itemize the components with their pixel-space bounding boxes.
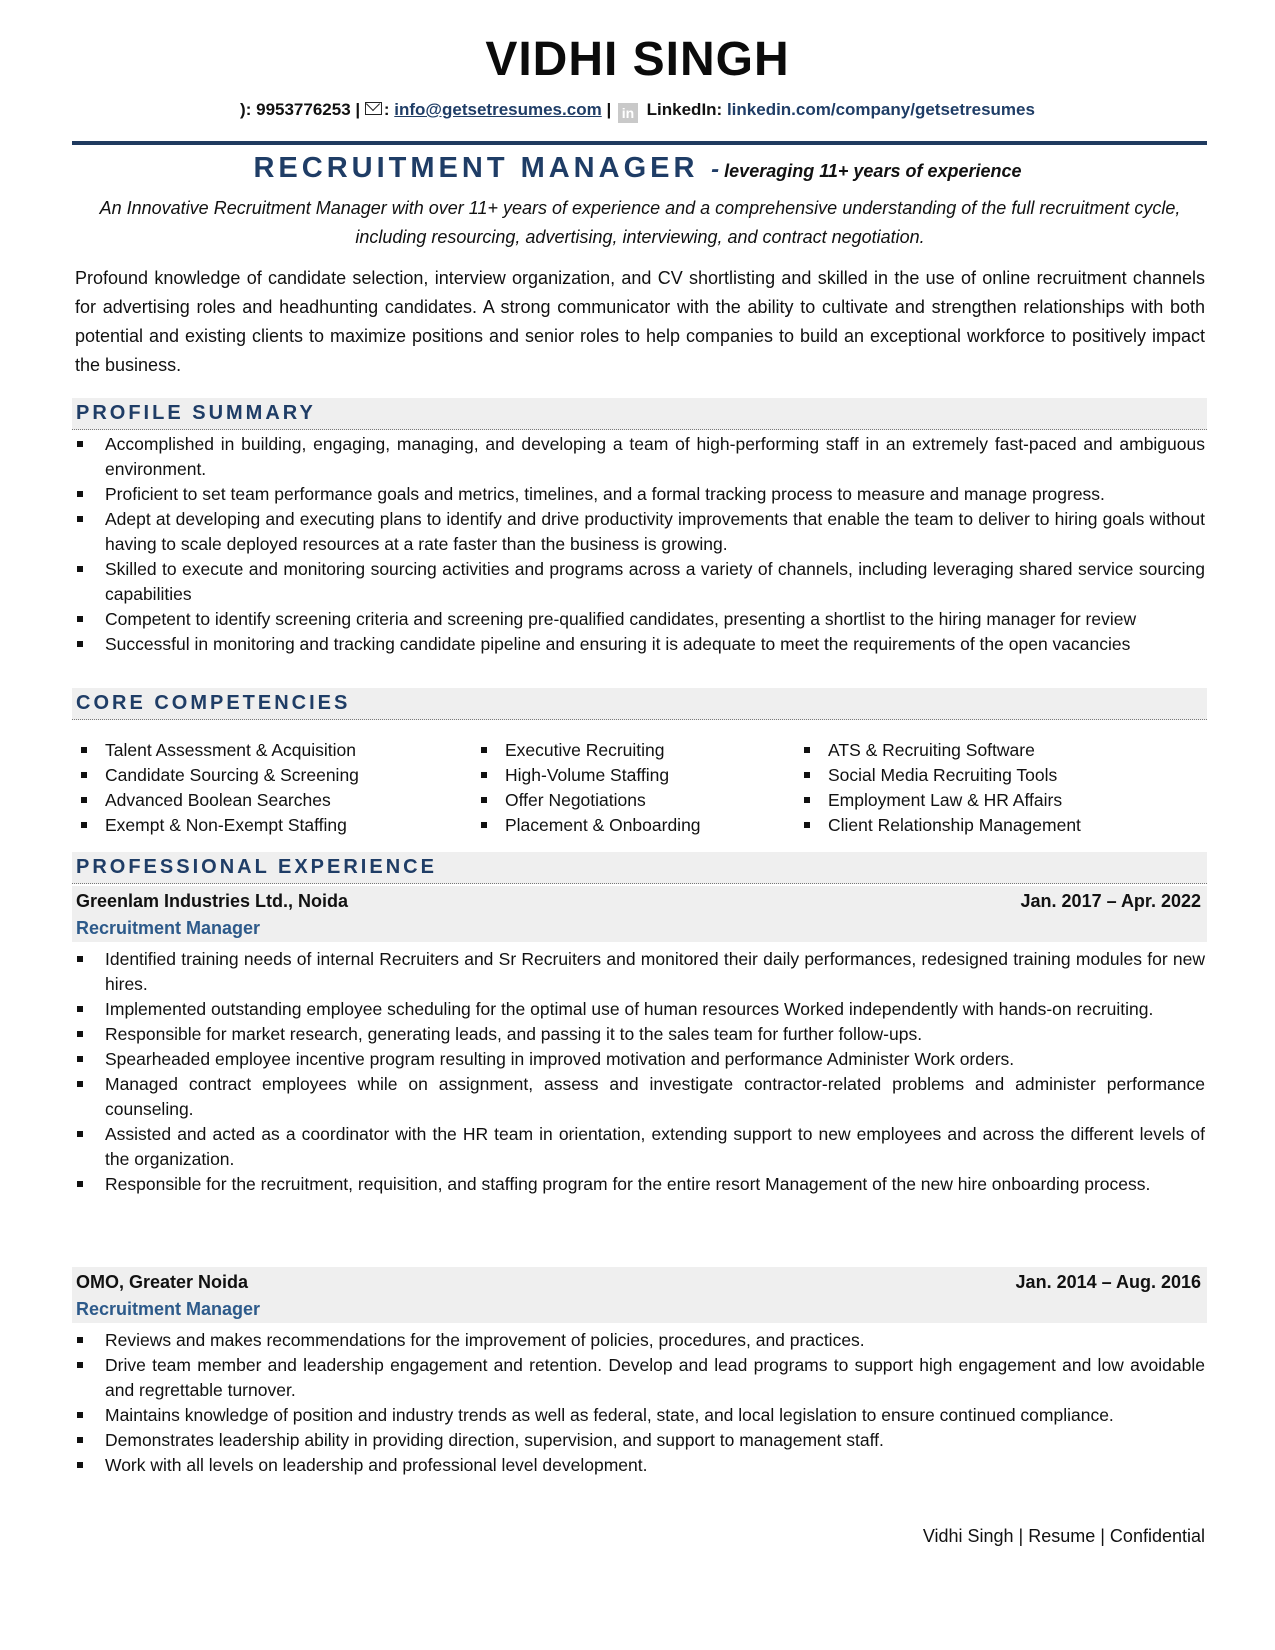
email-label: : xyxy=(383,100,390,119)
list-item: Employment Law & HR Affairs xyxy=(798,788,1081,813)
job-company: OMO, Greater Noida xyxy=(76,1272,249,1292)
job-responsibilities-list xyxy=(75,947,1205,1197)
job-company: Greenlam Industries Ltd., Noida xyxy=(76,891,349,911)
summary-paragraph: Profound knowledge of candidate selection, interview organization, and CV shortlisting and skilled in the use of online recruitment channels for advertising roles and headhunting candidates. A strong communicator with the ability to cultivate and strengthen relationships with both potential and existing clients to maximize positions and senior roles to help companies to build an exceptional workforce to positively impact the business. xyxy=(75,268,1205,375)
list-item: Identified training needs of internal Recruiters and Sr Recruiters and monitored their daily performances, redesigned training modules for new hires. xyxy=(75,947,1205,997)
section-heading-professional-experience: PROFESSIONAL EXPERIENCE xyxy=(72,852,1207,884)
email-link[interactable]: info@getsetresumes.com xyxy=(394,100,602,119)
list-item: Offer Negotiations xyxy=(475,788,701,813)
list-item: Advanced Boolean Searches xyxy=(75,788,359,813)
list-item: ATS & Recruiting Software xyxy=(798,738,1081,763)
linkedin-label: LinkedIn: xyxy=(646,100,723,119)
list-item: Proficient to set team performance goals and metrics, timelines, and a formal tracking process to measure and manage progress. xyxy=(75,482,1205,507)
competencies-column-2 xyxy=(475,738,701,838)
section-heading-profile-summary: PROFILE SUMMARY xyxy=(72,398,1207,430)
list-item: Maintains knowledge of position and industry trends as well as federal, state, and local legislation to ensure continued compliance. xyxy=(75,1403,1205,1428)
competencies-column-1 xyxy=(75,738,359,838)
separator: | xyxy=(355,100,365,119)
list-item: Responsible for the recruitment, requisition, and staffing program for the entire resort Management of the new hire onboarding process. xyxy=(75,1172,1205,1197)
separator: | xyxy=(606,100,616,119)
job-role: Recruitment Manager xyxy=(76,1299,261,1319)
job-dates: Jan. 2014 – Aug. 2016 xyxy=(1015,1272,1201,1292)
competencies-column-3 xyxy=(798,738,1081,838)
list-item: Talent Assessment & Acquisition xyxy=(75,738,359,763)
job-role: Recruitment Manager xyxy=(76,918,261,938)
profile-summary-list xyxy=(75,432,1205,657)
phone-icon: ): xyxy=(240,100,252,119)
list-item: Responsible for market research, generating leads, and passing it to the sales team for further follow-ups. xyxy=(75,1022,1205,1047)
list-item: Accomplished in building, engaging, managing, and developing a team of high-performing staff in an extremely fast-paced and ambiguous environment. xyxy=(75,432,1205,482)
list-item: Implemented outstanding employee scheduling for the optimal use of human resources Worked independently with hands-on recruiting. xyxy=(75,997,1205,1022)
contact-line xyxy=(0,100,1275,123)
list-item: Candidate Sourcing & Screening xyxy=(75,763,359,788)
job-dates: Jan. 2017 – Apr. 2022 xyxy=(1020,891,1201,911)
intro-statement: An Innovative Recruitment Manager with over 11+ years of experience and a comprehensive understanding of the full recruitment cycle, including resourcing, advertising, interviewing, and contract negotiation. xyxy=(99,198,1181,247)
header-divider xyxy=(72,141,1207,145)
list-item: Demonstrates leadership ability in providing direction, supervision, and support to management staff. xyxy=(75,1428,1205,1453)
list-item: Social Media Recruiting Tools xyxy=(798,763,1081,788)
job-title: RECRUITMENT MANAGER xyxy=(253,152,699,184)
list-item: Client Relationship Management xyxy=(798,813,1081,838)
candidate-name: VIDHI SINGH xyxy=(485,33,790,86)
list-item: Successful in monitoring and tracking candidate pipeline and ensuring it is adequate to meet the requirements of the open vacancies xyxy=(75,632,1205,657)
list-item: Drive team member and leadership engagement and retention. Develop and lead programs to support high engagement and low avoidable and regrettable turnover. xyxy=(75,1353,1205,1403)
section-heading-core-competencies: CORE COMPETENCIES xyxy=(72,688,1207,720)
list-item: Work with all levels on leadership and professional level development. xyxy=(75,1453,1205,1478)
list-item: Adept at developing and executing plans to identify and drive productivity improvements that enable the team to deliver to hiring goals without having to scale deployed resources at a rate faster than the business is growing. xyxy=(75,507,1205,557)
job-header xyxy=(72,886,1207,942)
list-item: Managed contract employees while on assignment, assess and investigate contractor-related problems and administer performance counseling. xyxy=(75,1072,1205,1122)
list-item: Reviews and makes recommendations for the improvement of policies, procedures, and practices. xyxy=(75,1328,1205,1353)
list-item: Assisted and acted as a coordinator with the HR team in orientation, extending support to new employees and across the different levels of the organization. xyxy=(75,1122,1205,1172)
envelope-icon xyxy=(365,102,382,115)
linkedin-icon: in xyxy=(618,103,638,123)
list-item: Competent to identify screening criteria and screening pre-qualified candidates, presenting a shortlist to the hiring manager for review xyxy=(75,607,1205,632)
linkedin-link[interactable]: linkedin.com/company/getsetresumes xyxy=(726,100,1035,119)
list-item: Placement & Onboarding xyxy=(475,813,701,838)
job-title-line xyxy=(0,152,1275,185)
list-item: Skilled to execute and monitoring sourcing activities and programs across a variety of channels, including leveraging shared service sourcing capabilities xyxy=(75,557,1205,607)
list-item: Spearheaded employee incentive program resulting in improved motivation and performance Administer Work orders. xyxy=(75,1047,1205,1072)
job-title-subtitle: - leveraging 11+ years of experience xyxy=(711,156,1022,183)
list-item: Executive Recruiting xyxy=(475,738,701,763)
list-item: Exempt & Non-Exempt Staffing xyxy=(75,813,359,838)
job-responsibilities-list xyxy=(75,1328,1205,1478)
job-header xyxy=(72,1267,1207,1323)
list-item: High-Volume Staffing xyxy=(475,763,701,788)
page-footer: Vidhi Singh | Resume | Confidential xyxy=(922,1526,1205,1546)
phone-number: 9953776253 xyxy=(256,100,351,119)
